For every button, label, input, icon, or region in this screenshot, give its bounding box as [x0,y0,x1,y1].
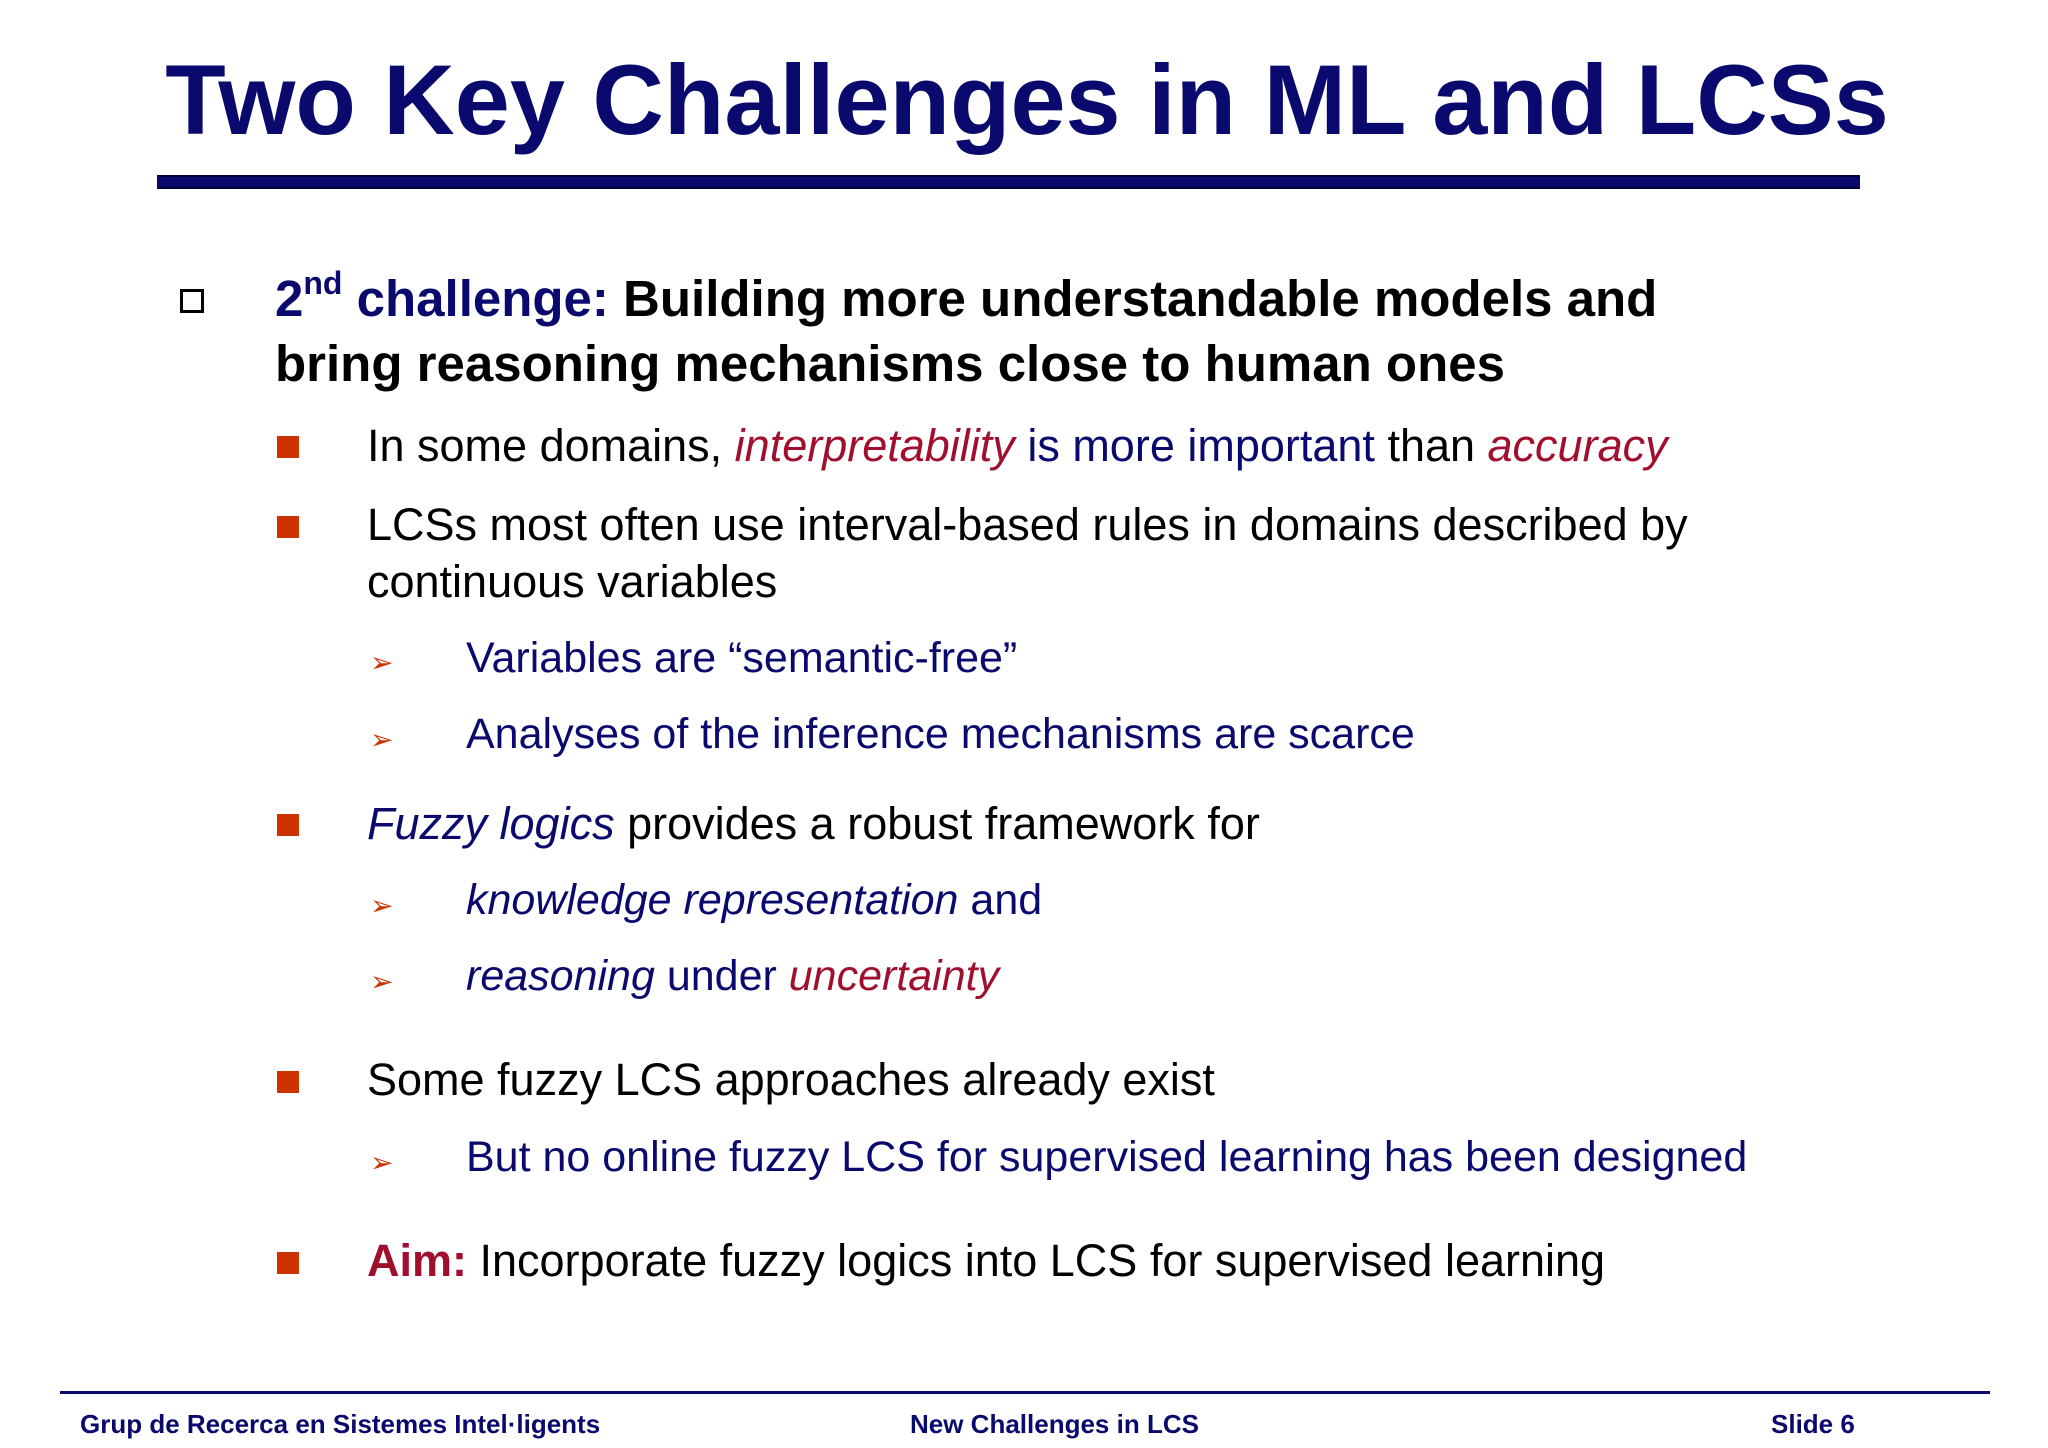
b2-sub-1: Variables are “semantic-free” [466,634,1018,682]
challenge-superscript: nd [303,265,343,301]
b1-interpretability: interpretability [734,420,1015,471]
b2-line-2: continuous variables [367,556,778,607]
bullet-fuzzy-logics [367,795,1260,853]
b2-line-1: LCSs most often use interval-based rules in domains described by [367,499,1688,550]
filled-square-icon [277,814,299,836]
b5-text: Incorporate fuzzy logics into LCS for supervised learning [467,1235,1606,1286]
b3-fuzzy-logics: Fuzzy logics [367,798,615,849]
b3-sub-1 [466,872,1042,928]
b1-text-4: than [1374,420,1488,471]
b1-text-3: is more important [1014,420,1375,471]
b5-aim-label: Aim: [367,1235,467,1286]
challenge-line-2: bring reasoning mechanisms close to human ones [275,335,1505,392]
footer-rule [60,1391,1990,1394]
challenge-line-1 [275,266,1657,332]
arrowhead-icon: ➢ [370,724,394,755]
b3-sub-2 [466,948,999,1004]
challenge-label: challenge: [342,270,609,327]
b1-text-1: In some domains, [367,420,735,471]
arrowhead-icon: ➢ [370,1147,394,1178]
footer-left: Grup de Recerca en Sistemes Intel·ligents [80,1409,601,1439]
b3-uncertainty: uncertainty [788,952,1000,1000]
b1-accuracy: accuracy [1487,420,1668,471]
challenge-text-1: Building more understandable models and [608,270,1658,327]
slide-title: Two Key Challenges in ML and LCSs [165,44,1889,155]
b3-under: under [654,952,789,1000]
footer-slide-number: Slide 6 [1771,1409,1855,1439]
filled-square-icon [277,1252,299,1274]
footer-center: New Challenges in LCS [910,1409,1199,1439]
filled-square-icon [277,516,299,538]
b4-text: Some fuzzy LCS approaches already exist [367,1054,1215,1105]
hollow-square-icon [180,289,204,313]
b4-sub-1: But no online fuzzy LCS for supervised learning has been designed [466,1133,1748,1181]
arrowhead-icon: ➢ [370,890,394,921]
b3-text-2: provides a robust framework for [614,798,1260,849]
bullet-aim [367,1232,1605,1290]
challenge-number: 2 [275,270,304,327]
b2-sub-2: Analyses of the inference mechanisms are scarce [466,710,1415,758]
b3-reasoning: reasoning [466,952,655,1000]
bullet-interpretability [367,417,1668,475]
arrowhead-icon: ➢ [370,966,394,997]
filled-square-icon [277,1071,299,1093]
title-underline [157,175,1860,189]
b3-and: and [958,876,1043,924]
arrowhead-icon: ➢ [370,647,394,678]
filled-square-icon [277,436,299,458]
b3-knowledge-representation: knowledge representation [466,876,959,924]
